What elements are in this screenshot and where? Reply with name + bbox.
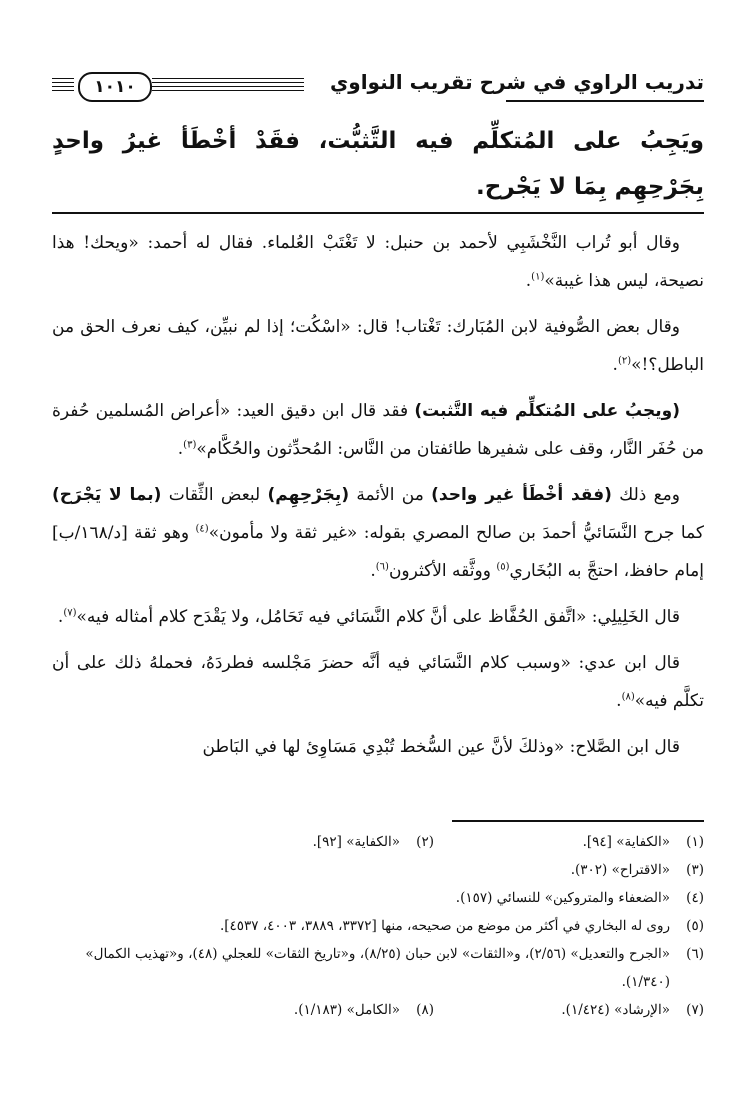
footnote-text: «الجرح والتعديل» (٢/٥٦)، و«الثقات» لابن حبان (٨/٢٥)، و«تاريخ الثقات» للعجلي (٤٨)، و«تهذيب الكمال» (١/٣٤٠).	[85, 946, 670, 990]
footnote-ref: (٤)	[195, 523, 209, 535]
matn-quote: (بِجَرْحِهِم)	[267, 485, 350, 505]
paragraph-text: وهو ثقة [د/١٦٨/ب] إمام حافظ، احتجَّ به البُخَاري	[52, 523, 704, 581]
footnote	[52, 940, 704, 996]
paragraph-text: كما جرح النَّسَائيُّ أحمدَ بن صالح المصري بقوله: «غير ثقة ولا مأمون»	[208, 523, 704, 543]
paragraph: وقال أبو تُراب النَّخْشَبِي لأحمد بن حنبل: لا تَغْتَبْ العُلماء. فقال له أحمد: «ويحك! هذا نصيحة، ليس هذا غيبة»$^{(١)}$.	[52, 233, 704, 291]
footnote-ref: (٢)	[617, 355, 632, 367]
footnote-number: (٧)	[686, 1002, 704, 1018]
paragraph: قال الخَلِيلِي: «اتَّفق الحُفَّاظ على أنَّ كلام النَّسَائي فيه تَحَامُل، ولا يَقْدَح كلام أمثاله فيه»$^{(٧)}$.	[57, 607, 680, 627]
footnote-ref: (٧)	[63, 607, 77, 619]
paragraph-text: ووثَّقه الأكثرون	[388, 561, 497, 581]
paragraph: ومع ذلك (فقد أخْطَأ غير واحد) من الأئمة (بِجَرْحِهِم) لبعض الثِّقات (بما لا يَجْرَح) كما جرح النَّسَائيُّ أحمدَ بن صالح المصري بقوله: «غير ثقة ولا مأمون»$^{(٤)}$ وهو ثقة [د/١٦٨/ب] إمام حافظ، احتجَّ به البُخَاري$^{(٥)}$ ووثَّقه الأكثرون$^{(٦)}$.	[52, 485, 704, 581]
footnote-text: «الضعفاء والمتروكين» للنسائي (١٥٧).	[455, 890, 670, 906]
title-underline	[506, 100, 704, 102]
footnote-row	[52, 996, 704, 1024]
footnote-text: «الكامل» (١/١٨٣).	[293, 1002, 400, 1018]
footnote-number: (١)	[686, 834, 704, 850]
footnote-text: روى له البخاري في أكثر من موضع من صحيحه، منها [٣٣٧٢، ٣٨٨٩، ٤٠٠٣، ٤٥٣٧].	[219, 918, 670, 934]
header-rule	[52, 78, 74, 83]
footnote-number: (٥)	[686, 918, 704, 934]
footnote-text: «الإرشاد» (١/٤٢٤).	[561, 1002, 670, 1018]
matn-quote: (بما لا يَجْرَح)	[52, 485, 162, 505]
footnote	[52, 884, 704, 912]
paragraph-text: قال الخَلِيلِي: «اتَّفق الحُفَّاظ على أنَّ كلام النَّسَائي فيه تَحَامُل، ولا يَقْدَح كلام أمثاله فيه»	[76, 607, 680, 627]
footnote-ref: (٦)	[375, 561, 389, 573]
page-number: ١٠١٠	[94, 77, 136, 97]
paragraph-text: قال ابن عدي: «وسبب كلام النَّسَائي فيه أنَّه حضرَ مَجْلسه فطردَهُ، فحملهُ ذلك على أن تكلَّم فيه»	[52, 653, 704, 711]
matn-separator	[52, 212, 704, 214]
footnote	[164, 996, 434, 1024]
footnote-number: (٢)	[416, 834, 434, 850]
footnote-text: «الكفاية» [٩٤].	[582, 834, 670, 850]
footnotes	[52, 828, 704, 1024]
running-header	[52, 66, 704, 108]
footnote-ref: (١)	[531, 271, 545, 283]
paragraph: (ويجبُ على المُتكلِّم فيه التَّثبت) فقد قال ابن دقيق العيد: «أعراض المُسلمين حُفرة من حُفَر النَّار، وقف على شفيرها طائفتان من النَّاس: المُحدِّثون والحُكَّام»$^{(٣)}$.	[52, 401, 704, 459]
paragraph-text: وقال بعض الصُّوفية لابن المُبَارك: تَغْتاب! قال: «اسْكُت؛ إذا لم نبيِّن، كيف نعرف الحق من الباطل؟!»	[52, 317, 704, 375]
footnote	[164, 828, 434, 856]
paragraph: وقال بعض الصُّوفية لابن المُبَارك: تَغْتاب! قال: «اسْكُت؛ إذا لم نبيِّن، كيف نعرف الحق من الباطل؟!»$^{(٢)}$.	[52, 317, 704, 375]
footnote-ref: (٣)	[183, 439, 197, 451]
paragraph-text: قال ابن الصَّلاح: «وذلكَ لأنَّ عين السُّخط تُبْدِي مَسَاوِئ لها في البَاطن	[202, 737, 680, 757]
footnote-number: (٦)	[686, 946, 704, 962]
matn-text: ويَجِبُ على المُتكلِّم فيه التَّثبُّت، فقَدْ أخْطَأ غيرُ واحدٍ بِجَرْحِهِم بِمَا لا يَجْرح.	[52, 128, 704, 200]
footnote	[434, 828, 704, 856]
matn-quote: (ويجبُ على المُتكلِّم فيه التَّثبت)	[414, 401, 680, 421]
footnote-number: (٨)	[416, 1002, 434, 1018]
paragraph	[52, 728, 704, 766]
paragraph: قال ابن عدي: «وسبب كلام النَّسَائي فيه أنَّه حضرَ مَجْلسه فطردَهُ، فحملهُ ذلك على أن تكلَّم فيه»$^{(٨)}$.	[52, 653, 704, 711]
commentary	[52, 224, 704, 774]
paragraph-text: لبعض الثِّقات	[161, 485, 268, 505]
paragraph-text: وقال أبو تُراب النَّخْشَبِي لأحمد بن حنبل: لا تَغْتَبْ العُلماء. فقال له أحمد: «ويحك! هذا نصيحة، ليس هذا غيبة»	[52, 233, 704, 291]
footnote-number: (٣)	[686, 862, 704, 878]
footnote-text: «الكفاية» [٩٢].	[312, 834, 400, 850]
matn-quote: (فقد أخْطَأ غير واحد)	[431, 485, 612, 505]
footnote	[52, 856, 704, 884]
footnote-separator	[452, 820, 704, 822]
footnote-text: «الاقتراح» (٣٠٢).	[570, 862, 670, 878]
footnote-ref: (٨)	[621, 691, 635, 703]
paragraph-text: ومع ذلك	[611, 485, 680, 505]
header-rule	[52, 86, 74, 91]
footnote-row	[52, 828, 704, 856]
paragraph-text: فقد قال ابن دقيق العيد: «أعراض المُسلمين حُفرة من حُفَر النَّار، وقف على شفيرها طائفتان من النَّاس: المُحدِّثون والحُكَّام»	[52, 401, 704, 459]
page-number-badge	[78, 72, 152, 102]
footnote	[52, 912, 704, 940]
book-title: تدريب الراوي في شرح تقريب النواوي	[329, 70, 704, 94]
header-rule	[152, 78, 304, 83]
header-rule	[152, 86, 304, 91]
footnote-number: (٤)	[686, 890, 704, 906]
footnote-ref: (٥)	[496, 561, 510, 573]
paragraph-text: من الأئمة	[349, 485, 432, 505]
footnote	[434, 996, 704, 1024]
